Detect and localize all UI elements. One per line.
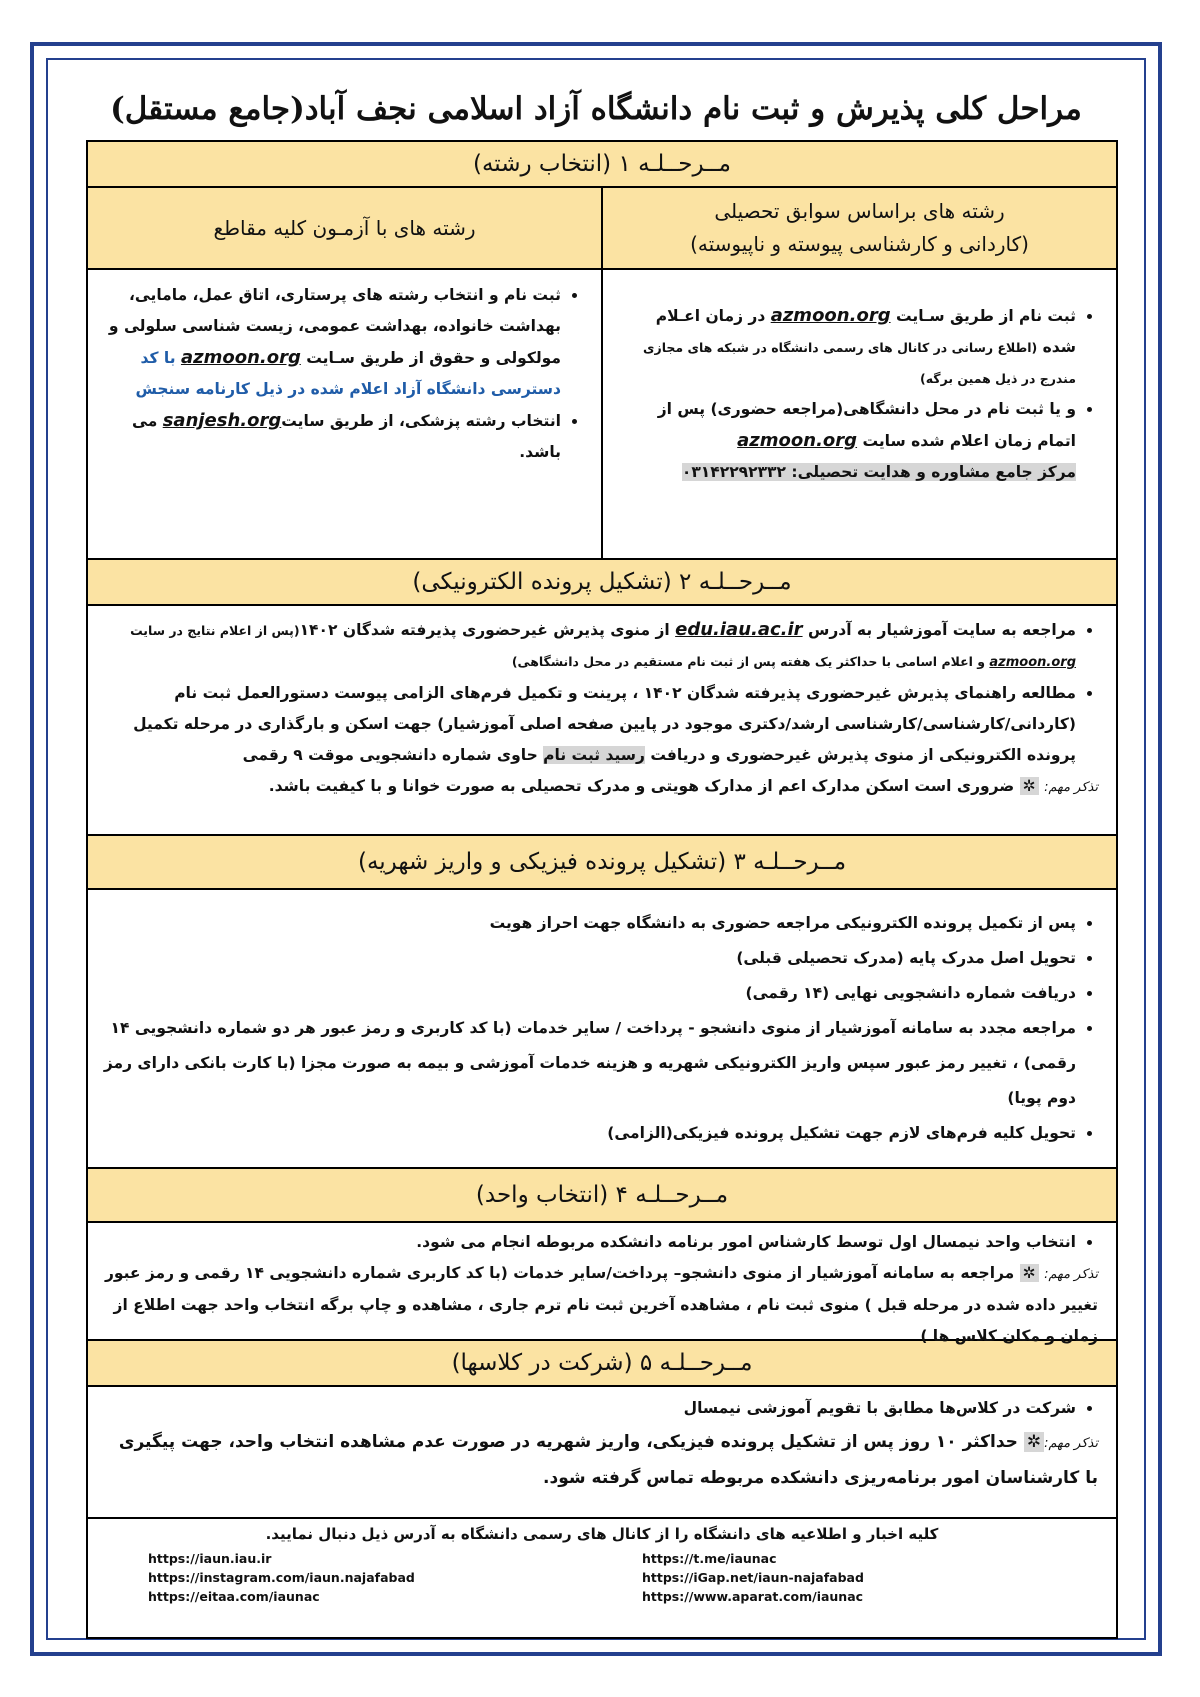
step1-right-column	[603, 188, 1116, 558]
step4-body	[88, 1223, 1116, 1345]
star-icon: ✲	[1020, 777, 1039, 795]
step4-header: مــرحــلـه ۴ (انتخاب واحد)	[88, 1169, 1116, 1223]
step1-right-header	[603, 188, 1116, 270]
azmoon-link[interactable]: azmoon.org	[989, 655, 1076, 670]
step2-body	[88, 606, 1116, 836]
step4-item-1: • انتخاب واحد نیمسال اول توسط کارشناس امور برنامه دانشکده مربوطه انجام می شود.	[102, 1227, 1076, 1258]
steps-table	[86, 140, 1118, 1639]
links-right-column	[562, 1549, 1056, 1606]
right-header-line1: رشته های براساس سوابق تحصیلی	[714, 199, 1005, 223]
step4-note: تذکر مهم: ✲ مراجعه به سامانه آموزشیار از منوی دانشجو– پرداخت/سایر خدمات (با کد کاربری شماره دانشجویی ۱۴ رقمی و رمز عبور تغییر داده شده در مرحله قبل ) منوی ثبت نام ، مشاهده آخرین ثبت نام ترم جاری ، مشاهده و چاپ برگه انتخاب واحد جهت اطلاع از زمان و مکان کلاس ها )	[104, 1264, 1098, 1345]
sanjesh-link[interactable]: sanjesh.org	[162, 410, 282, 431]
footer-link[interactable]: https://eitaa.com/iaunac	[148, 1589, 320, 1604]
step3-header: مــرحــلـه ۳ (تشکیل پرونده فیزیکی و واریز شهریه)	[88, 836, 1116, 890]
step1-left-body	[88, 270, 601, 538]
step5-item-1: • شرکت در کلاس‌ها مطابق با تقویم آموزشی نیمسال	[102, 1391, 1076, 1425]
step3-item: • پس از تکمیل پرونده الکترونیکی مراجعه حضوری به دانشگاه جهت احراز هویت	[102, 906, 1076, 941]
footer-links	[88, 1547, 1116, 1614]
document-title: مراحل کلی پذیرش و ثبت نام دانشگاه آزاد اسلامی نجف آباد(جامع مستقل)	[110, 91, 1082, 127]
step3-item: • تحویل کلیه فرم‌های لازم جهت تشکیل پرونده فیزیکی(الزامی)	[102, 1116, 1076, 1151]
step1-left-header: رشته های با آزمـون کلیه مقاطع	[88, 188, 601, 270]
azmoon-link[interactable]: azmoon.org	[770, 305, 891, 326]
step3-item: • دریافت شماره دانشجویی نهایی (۱۴ رقمی)	[102, 976, 1076, 1011]
left-item-2: • انتخاب رشته پزشکی، از طریق سایتsanjesh.org می باشد.	[106, 405, 561, 468]
step1-right-body	[603, 270, 1116, 558]
edu-link[interactable]: edu.iau.ac.ir	[675, 619, 803, 640]
step5-body	[88, 1387, 1116, 1519]
footer-link[interactable]: https://www.aparat.com/iaunac	[642, 1589, 864, 1604]
step2-note: تذکر مهم: ✲ ضروری است اسکن مدارک اعم از مدارک هویتی و مدرک تحصیلی به صورت خوانا و با کیفیت باشد.	[268, 777, 1098, 795]
azmoon-link[interactable]: azmoon.org	[180, 347, 301, 368]
footer-text: کلیه اخبار و اطلاعیه های دانشگاه را از کانال های رسمی دانشگاه به آدرس ذیل دنبال نمایید.	[265, 1525, 939, 1543]
right-item-1: • ثبت نام از طریق سـایت azmoon.org در زمان اعـلام شده (اطلاع رسانی در کانال های رسمی دانشگاه در شبکه های مجازی مندرج در ذیل همین برگه)	[621, 300, 1076, 394]
step2-header: مــرحــلـه ۲ (تشکیل پرونده الکترونیکی)	[88, 560, 1116, 606]
step1-header: مــرحــلـه ۱ (انتخاب رشته)	[88, 142, 1116, 188]
step3-item: • مراجعه مجدد به سامانه آموزشیار از منوی دانشجو - پرداخت / سایر خدمات (با کد کاربری و رمز عبور هر دو شماره دانشجویی ۱۴ رقمی) ، تغییر رمز عبور سپس واریز الکترونیکی شهریه و هزینه خدمات آموزشی و بیمه به صورت مجزا (با کارت بانکی دارای رمز دوم پویا)	[102, 1011, 1076, 1116]
step5-header: مــرحــلـه ۵ (شرکت در کلاسها)	[88, 1341, 1116, 1387]
step3-body	[88, 890, 1116, 1169]
footer-link[interactable]: https://iaun.iau.ir	[148, 1551, 272, 1566]
step1-columns	[88, 188, 1116, 560]
step2-item-1: • مراجعه به سایت آموزشیار به آدرس edu.iau.ac.ir از منوی پذیرش غیرحضوری پذیرفته شدگان ۱۴۰۲(پس از اعلام نتایج در سایت azmoon.org و اعلام اسامی با حداکثر یک هفته پس از ثبت نام مستقیم در محل دانشگاهی)	[102, 614, 1076, 678]
footer-link[interactable]: https://t.me/iaunac	[642, 1551, 777, 1566]
footer-link[interactable]: https://instagram.com/iaun.najafabad	[148, 1570, 415, 1585]
step5-note: تذکر مهم:✲ حداکثر ۱۰ روز پس از تشکیل پرونده فیزیکی، واریز شهریه در صورت عدم مشاهده انتخاب واحد، جهت پیگیری با کارشناسان امور برنامه‌ریزی دانشکده مربوطه تماس گرفته شود.	[118, 1432, 1098, 1488]
azmoon-link[interactable]: azmoon.org	[737, 430, 858, 451]
step3-item: • تحویل اصل مدرک پایه (مدرک تحصیلی قبلی)	[102, 941, 1076, 976]
star-icon: ✲	[1020, 1264, 1039, 1282]
right-header-line2: (کاردانی و کارشناسی پیوسته و ناپیوسته)	[690, 232, 1029, 256]
contact-center: مرکز جامع مشاوره و هدایت تحصیلی: ۰۳۱۴۲۲۹۲۳۳۲	[681, 463, 1076, 481]
links-left-column	[148, 1549, 562, 1606]
star-icon: ✲	[1024, 1432, 1044, 1452]
left-item-1: • ثبت نام و انتخاب رشته های پرستاری، اتاق عمل، مامایی، بهداشت خانواده، بهداشت عمومی، زیست شناسی سلولی و مولکولی و حقوق از طریق سـایت azmoon.org با کد دسترسی دانشگاه آزاد اعلام شده در ذیل کارنامه سنجش	[106, 280, 561, 405]
step1-left-column	[88, 188, 603, 558]
footer-link[interactable]: https://iGap.net/iaun-najafabad	[642, 1570, 864, 1585]
right-item-2: • و یا ثبت نام در محل دانشگاهی(مراجعه حضوری) پس از اتمام زمان اعلام شده سایت azmoon.org مرکز جامع مشاوره و هدایت تحصیلی: ۰۳۱۴۲۲۹۲۳۳۲	[621, 394, 1076, 488]
step2-item-2: • مطالعه راهنمای پذیرش غیرحضوری پذیرفته شدگان ۱۴۰۲ ، پرینت و تکمیل فرم‌های الزامی پیوست دستورالعمل ثبت نام (کاردانی/کارشناسی/کارشناسی ارشد/دکتری موجود در پایین صفحه اصلی آموزشیار) جهت اسکن و بارگذاری در مرحله تکمیل پرونده الکترونیکی از منوی پذیرش غیرحضوری و دریافت رسید ثبت نام حاوی شماره دانشجویی موقت ۹ رقمی	[102, 678, 1076, 771]
footer	[88, 1519, 1116, 1637]
